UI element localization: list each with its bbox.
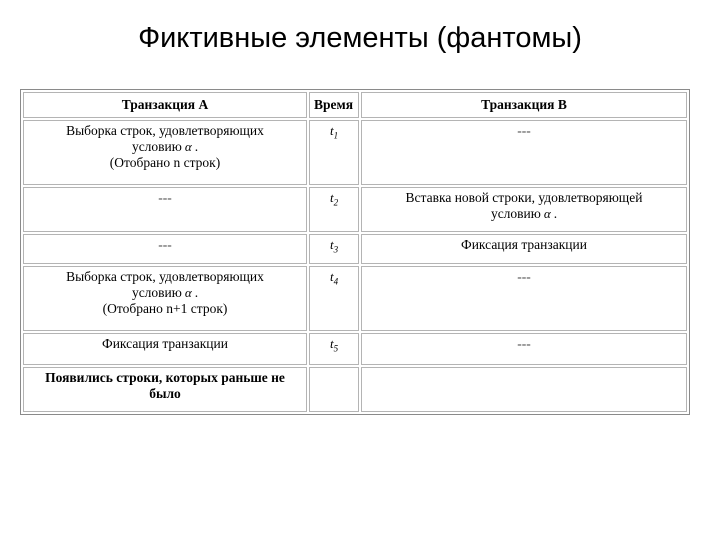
cell-transaction-b: --- [361,266,687,331]
cell-transaction-a [23,120,307,185]
cell-transaction-a: --- [23,187,307,232]
time-var: t [329,190,334,206]
table-row [23,266,687,331]
time-label [329,190,339,208]
cell-transaction-a: --- [23,234,307,264]
table-row [23,367,687,412]
alpha-symbol: α [184,139,192,155]
table-row [23,187,687,232]
cell-line [28,139,302,155]
time-sub: 2 [333,197,339,208]
table-row [23,234,687,264]
table-row [23,333,687,365]
cell-text: . [553,206,558,222]
header-time: Время [309,92,359,118]
time-var: t [329,335,334,351]
cell-line: Выборка строк, удовлетворяющих [66,123,264,139]
cell-time-empty [309,367,359,412]
time-var: t [329,269,334,285]
header-transaction-b: Транзакция В [361,92,687,118]
cell-line: Выборка строк, удовлетворяющих [66,269,264,285]
cell-line [366,206,682,222]
time-label [329,335,339,354]
cell-line: (Отобрано n строк) [109,155,221,171]
cell-time [309,333,359,365]
cell-transaction-a [23,266,307,331]
header-transaction-a: Транзакция А [23,92,307,118]
transaction-table-container [20,89,690,415]
alpha-symbol: α [543,206,551,222]
cell-text: условию [131,285,182,301]
time-var: t [329,123,334,139]
time-sub: 5 [333,343,339,354]
cell-time [309,234,359,264]
time-label [329,236,339,255]
time-sub: 1 [333,130,339,141]
time-sub: 4 [333,276,339,287]
cell-text: . [194,285,199,301]
cell-time [309,266,359,331]
time-label [329,269,339,287]
cell-text: условию [490,206,541,222]
time-label [329,123,339,141]
slide-title: Фиктивные элементы (фантомы) [138,22,582,54]
cell-line: (Отобрано n+1 строк) [102,301,228,317]
time-sub: 3 [333,244,339,255]
cell-conclusion: Появились строки, которых раньше не было [23,367,307,412]
cell-time [309,120,359,185]
cell-transaction-a: Фиксация транзакции [23,333,307,365]
cell-transaction-b-empty [361,367,687,412]
cell-transaction-b: --- [361,333,687,365]
cell-transaction-b [361,187,687,232]
cell-line [28,285,302,301]
cell-time [309,187,359,232]
time-var: t [329,236,334,252]
table-header-row [23,92,687,118]
cell-text: условию [131,139,182,155]
cell-line: Вставка новой строки, удовлетворяющей [405,190,643,206]
cell-transaction-b: Фиксация транзакции [361,234,687,264]
alpha-symbol: α [184,285,192,301]
cell-transaction-b: --- [361,120,687,185]
table-row [23,120,687,185]
cell-text: . [194,139,199,155]
transaction-table [20,89,690,415]
